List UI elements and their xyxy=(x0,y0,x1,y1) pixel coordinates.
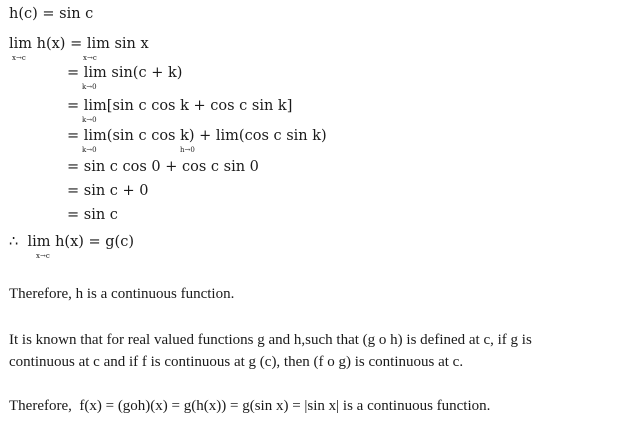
limit-subscript: k→0 xyxy=(82,146,97,154)
derivation-line-1: h(c) = sin c xyxy=(9,6,94,22)
limit-subscript: k→0 xyxy=(82,83,97,91)
limit-subscript: x→c xyxy=(12,54,26,62)
prose-paragraph-2-line-1: It is known that for real valued functions g and h,such that (g o h) is defined at c, if g is xyxy=(9,332,532,348)
limit-subscript: x→c xyxy=(83,54,97,62)
limit-subscript: x→c xyxy=(36,252,50,260)
prose-paragraph-3: Therefore, f(x) = (goh)(x) = g(h(x)) = g(sin x) = |sin x| is a continuous function. xyxy=(9,398,491,414)
limit-subscript: k→0 xyxy=(82,116,97,124)
derivation-line-2: lim h(x) = lim sin x xyxy=(9,36,149,52)
derivation-line-9: ∴ lim h(x) = g(c) xyxy=(9,234,134,250)
derivation-line-7: = sin c + 0 xyxy=(67,183,149,199)
prose-paragraph-1: Therefore, h is a continuous function. xyxy=(9,286,235,302)
derivation-line-6: = sin c cos 0 + cos c sin 0 xyxy=(67,159,259,175)
derivation-line-4: = lim[sin c cos k + cos c sin k] xyxy=(67,98,293,114)
derivation-line-5: = lim(sin c cos k) + lim(cos c sin k) xyxy=(67,128,327,144)
prose-paragraph-2-line-2: continuous at c and if f is continuous at g (c), then (f o g) is continuous at c. xyxy=(9,354,464,370)
derivation-line-8: = sin c xyxy=(67,207,118,223)
derivation-line-3: = lim sin(c + k) xyxy=(67,65,183,81)
limit-subscript: h→0 xyxy=(180,146,195,154)
